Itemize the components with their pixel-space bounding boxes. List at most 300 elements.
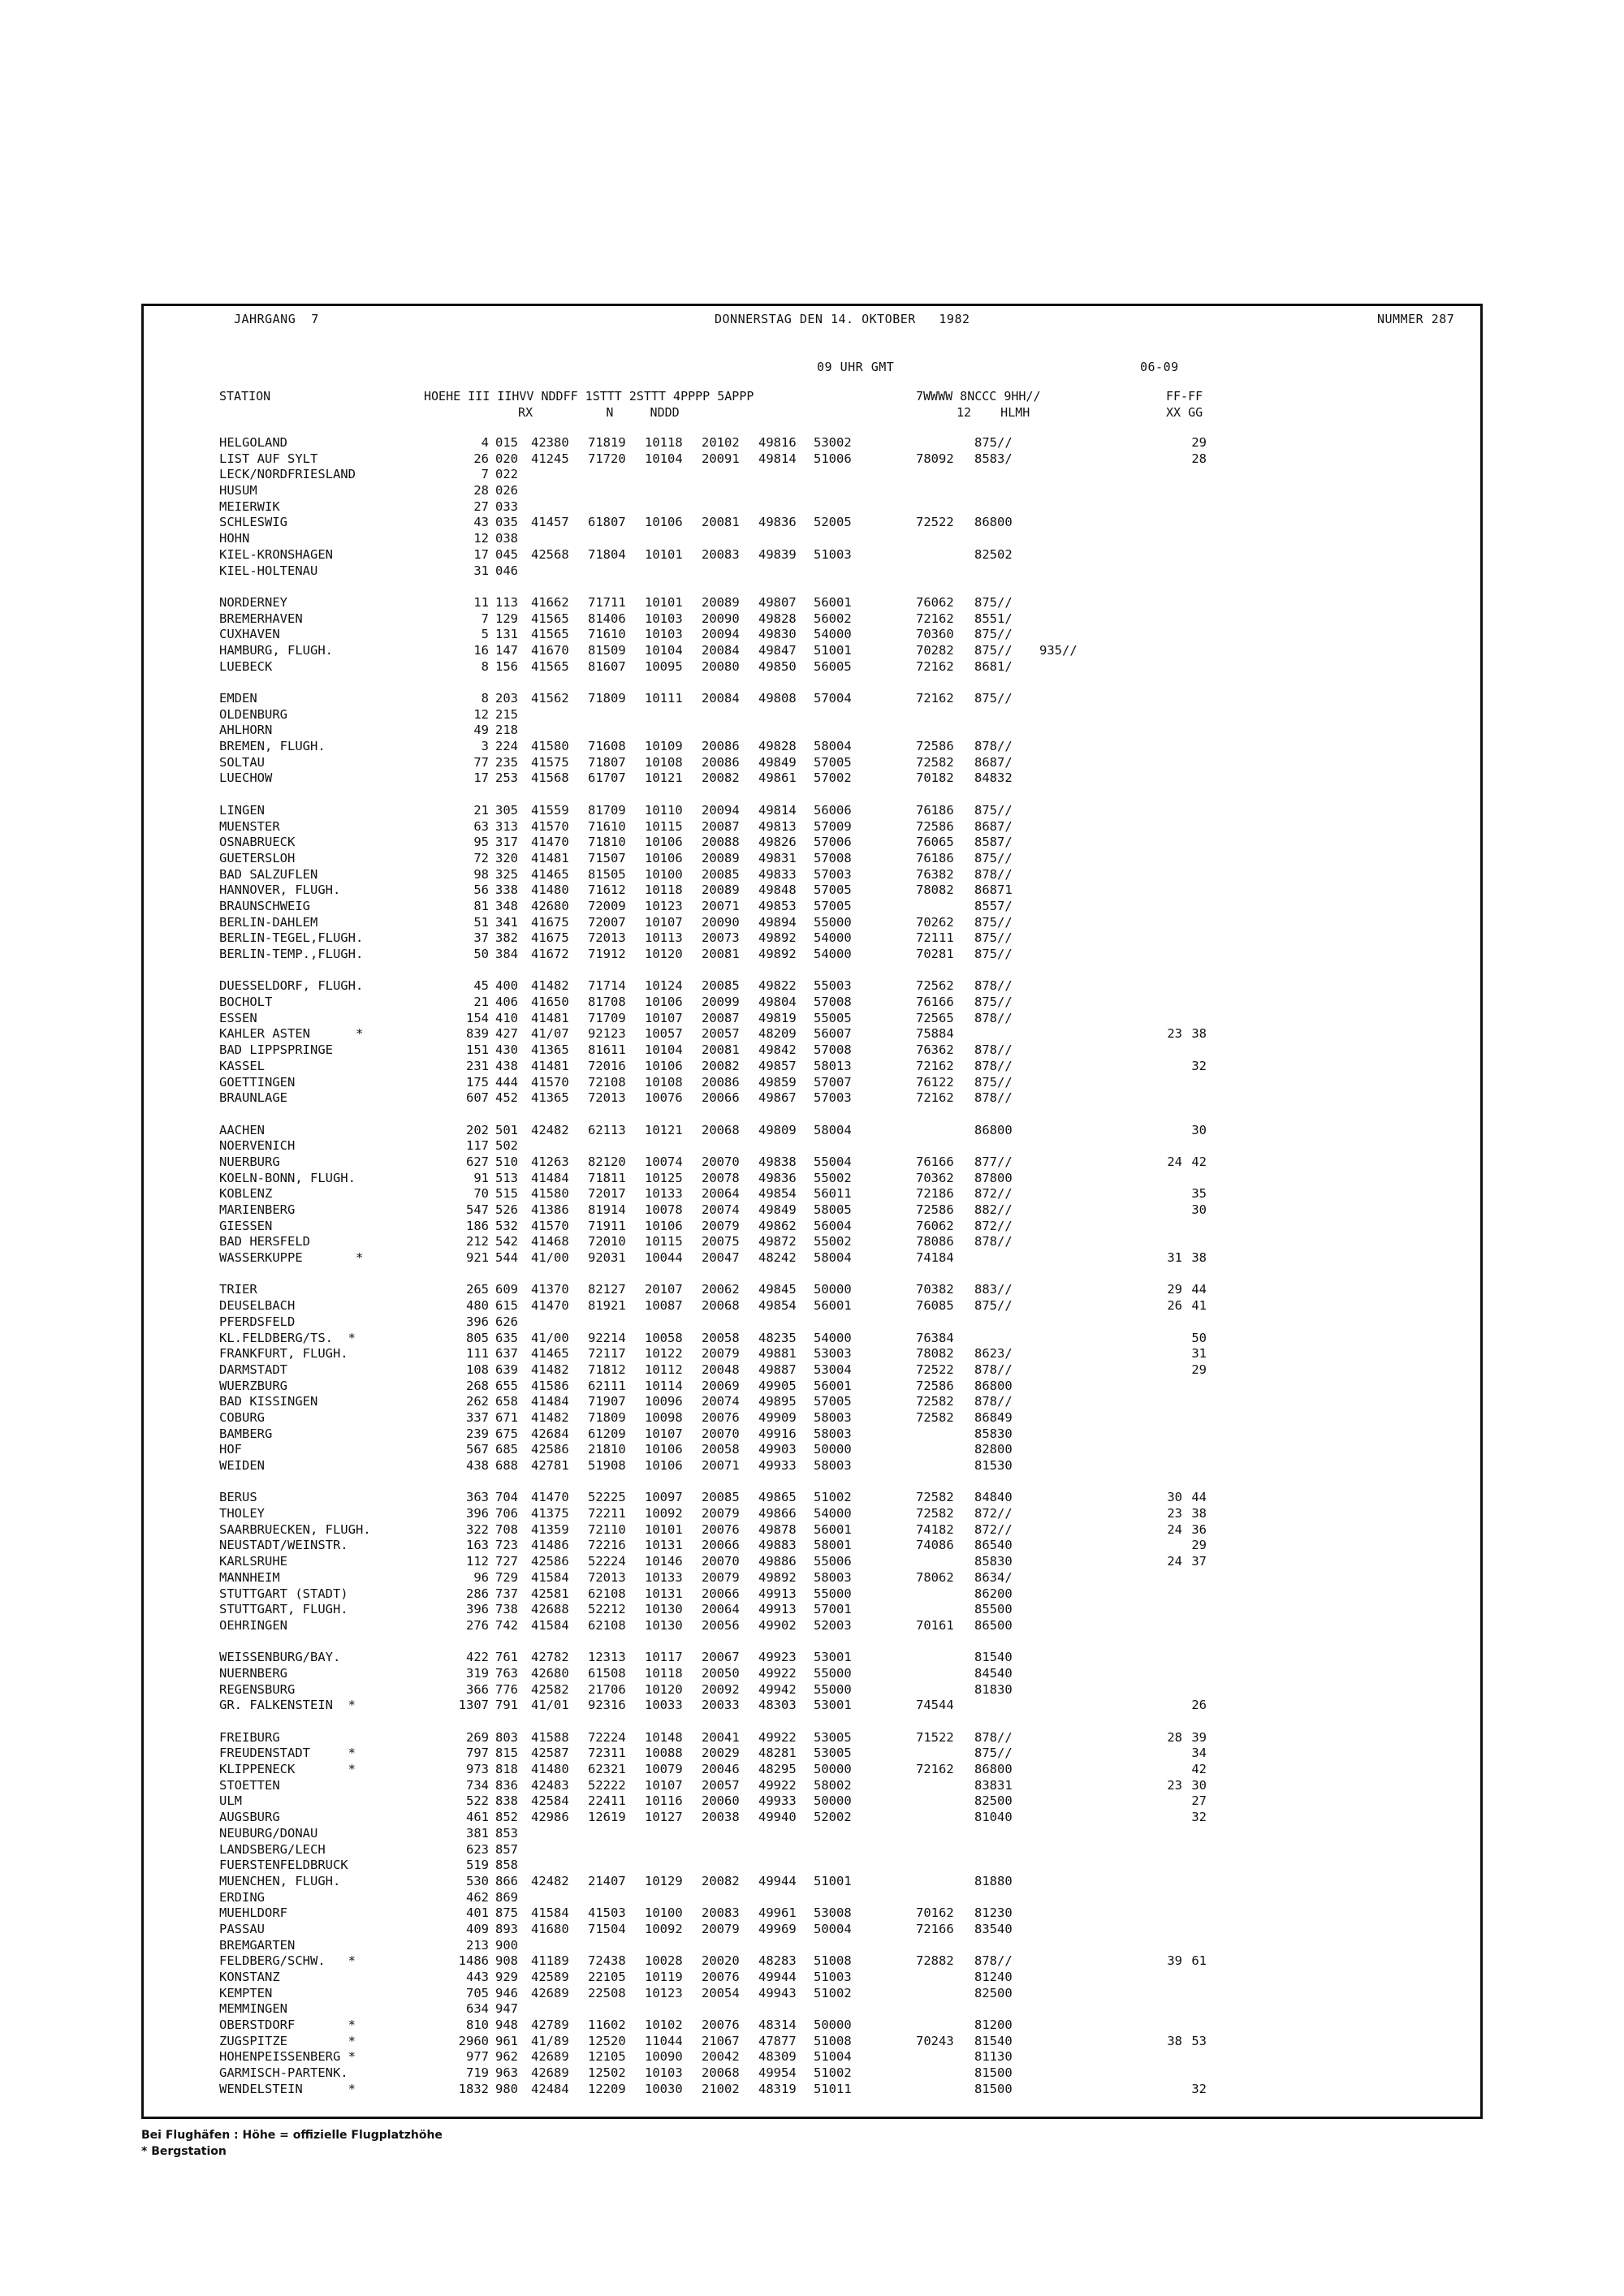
- table-row: [219, 1602, 1470, 1618]
- group-nddff: 92316: [588, 1698, 626, 1713]
- group-iihvv: 41481: [531, 1010, 569, 1025]
- group-8nccc: 83540: [974, 1921, 1013, 1936]
- table-row: [219, 1570, 1470, 1586]
- station-name: BREMERHAVEN: [219, 611, 303, 626]
- elevation: 269: [466, 1729, 489, 1745]
- elevation: 12: [473, 706, 489, 722]
- table-row: [219, 883, 1470, 899]
- group-nddff: 71610: [588, 627, 626, 642]
- group-4pppp: 49913: [758, 1586, 797, 1601]
- group-7wwww: 78082: [916, 883, 954, 898]
- group-iihvv: 41565: [531, 611, 569, 626]
- group-2sttt: 20068: [702, 1298, 740, 1314]
- group-iihvv: 41570: [531, 1074, 569, 1090]
- table-row: [219, 1842, 1470, 1858]
- station-id: 761: [495, 1650, 518, 1665]
- table-row: [219, 2001, 1470, 2018]
- group-7wwww: 76122: [916, 1074, 954, 1090]
- group-iihvv: 41675: [531, 930, 569, 946]
- group-4pppp: 49922: [758, 1777, 797, 1793]
- station-id: 513: [495, 1170, 518, 1185]
- group-1sttt: 10133: [645, 1569, 683, 1585]
- wind-gust: 35: [1191, 1186, 1207, 1202]
- group-7wwww: 72582: [916, 1506, 954, 1521]
- group-7wwww: 72162: [916, 691, 954, 706]
- group-4pppp: 49848: [758, 883, 797, 898]
- group-5appp: 57008: [814, 995, 852, 1010]
- table-row: [219, 1953, 1470, 1970]
- group-nddff: 61209: [588, 1426, 626, 1441]
- station-id: 858: [495, 1858, 518, 1873]
- group-1sttt: 10110: [645, 802, 683, 818]
- group-iihvv: 42781: [531, 1458, 569, 1473]
- group-nddff: 72117: [588, 1346, 626, 1362]
- group-2sttt: 20076: [702, 1521, 740, 1537]
- table-row: [219, 1059, 1470, 1075]
- group-nddff: 22508: [588, 1985, 626, 2000]
- group-2sttt: 20075: [702, 1234, 740, 1249]
- group-4pppp: 49892: [758, 1569, 797, 1585]
- group-5appp: 51001: [814, 1873, 852, 1888]
- elevation: 96: [473, 1569, 489, 1585]
- group-4pppp: 49916: [758, 1426, 797, 1441]
- wind-gust: 41: [1191, 1298, 1207, 1314]
- group-nddff: 72017: [588, 1186, 626, 1202]
- group-5appp: 51002: [814, 1490, 852, 1505]
- wind-gust: 38: [1191, 1250, 1207, 1266]
- block-gap: [219, 1634, 1470, 1651]
- group-4pppp: 49830: [758, 627, 797, 642]
- group-2sttt: 20086: [702, 1074, 740, 1090]
- station-id: 045: [495, 546, 518, 562]
- table-row: [219, 978, 1470, 995]
- group-5appp: 56001: [814, 594, 852, 610]
- group-1sttt: 10096: [645, 1394, 683, 1409]
- station-id: 615: [495, 1298, 518, 1314]
- elevation: 231: [466, 1058, 489, 1073]
- station-id: 430: [495, 1042, 518, 1058]
- station-name: GR. FALKENSTEIN *: [219, 1698, 356, 1713]
- group-8nccc: 878//: [974, 739, 1013, 754]
- station-id: 510: [495, 1154, 518, 1169]
- group-2sttt: 20088: [702, 835, 740, 850]
- group-8nccc: 84832: [974, 770, 1013, 786]
- elevation: 461: [466, 1810, 489, 1825]
- group-iihvv: 42483: [531, 1777, 569, 1793]
- station-name: MUEHLDORF: [219, 1905, 287, 1921]
- group-iihvv: 42688: [531, 1602, 569, 1617]
- group-1sttt: 10078: [645, 1202, 683, 1217]
- group-2sttt: 21067: [702, 2033, 740, 2048]
- station-id: 338: [495, 883, 518, 898]
- group-iihvv: 42689: [531, 1985, 569, 2000]
- group-nddff: 71810: [588, 835, 626, 850]
- group-nddff: 71804: [588, 546, 626, 562]
- table-row: [219, 1282, 1470, 1298]
- group-1sttt: 10106: [645, 1442, 683, 1457]
- station-name: STUTTGART (STADT): [219, 1586, 348, 1601]
- group-nddff: 12520: [588, 2033, 626, 2048]
- group-1sttt: 10107: [645, 1777, 683, 1793]
- table-row: [219, 1042, 1470, 1059]
- table-row: [219, 659, 1470, 675]
- group-4pppp: 49933: [758, 1458, 797, 1473]
- group-2sttt: 20020: [702, 1953, 740, 1969]
- station-id: 737: [495, 1586, 518, 1601]
- station-id: 218: [495, 723, 518, 738]
- station-name: HOHN: [219, 531, 250, 546]
- table-row: [219, 547, 1470, 563]
- group-4pppp: 49849: [758, 754, 797, 770]
- group-2sttt: 20076: [702, 1970, 740, 1984]
- group-iihvv: 42689: [531, 2049, 569, 2065]
- elevation: 11: [473, 594, 489, 610]
- elevation: 4: [481, 435, 489, 450]
- group-nddff: 62113: [588, 1122, 626, 1137]
- table-row: [219, 1698, 1470, 1714]
- group-8nccc: 878//: [974, 1090, 1013, 1106]
- group-2sttt: 20087: [702, 1010, 740, 1025]
- group-nddff: 71911: [588, 1218, 626, 1233]
- elevation: 322: [466, 1521, 489, 1537]
- group-8nccc: 81200: [974, 2018, 1013, 2033]
- group-iihvv: 41584: [531, 1569, 569, 1585]
- station-name: BAMBERG: [219, 1426, 273, 1441]
- elevation: 519: [466, 1858, 489, 1873]
- group-nddff: 71809: [588, 1409, 626, 1425]
- wind-gust: 32: [1191, 1058, 1207, 1073]
- group-2sttt: 20070: [702, 1554, 740, 1569]
- station-name: KAHLER ASTEN *: [219, 1026, 364, 1042]
- table-row: [219, 851, 1470, 867]
- station-name: ZUGSPITZE *: [219, 2033, 356, 2048]
- station-id: 908: [495, 1953, 518, 1969]
- group-nddff: 52222: [588, 1777, 626, 1793]
- group-5appp: 57002: [814, 770, 852, 786]
- group-4pppp: 49895: [758, 1394, 797, 1409]
- wind-max: 23: [1167, 1777, 1182, 1793]
- station-id: 675: [495, 1426, 518, 1441]
- station-id: 129: [495, 611, 518, 626]
- station-name: KOELN-BONN, FLUGH.: [219, 1170, 356, 1185]
- elevation: 522: [466, 1793, 489, 1809]
- station-name: BERLIN-DAHLEM: [219, 914, 318, 930]
- station-name: NEUBURG/DONAU: [219, 1825, 318, 1841]
- station-id: 836: [495, 1777, 518, 1793]
- table-row: [219, 1778, 1470, 1794]
- group-iihvv: 41662: [531, 594, 569, 610]
- station-name: KOBLENZ: [219, 1186, 273, 1202]
- station-name: SOLTAU: [219, 754, 265, 770]
- elevation: 91: [473, 1170, 489, 1185]
- group-8nccc: 86871: [974, 883, 1013, 898]
- wind-max: 39: [1167, 1953, 1182, 1969]
- group-2sttt: 20058: [702, 1442, 740, 1457]
- group-7wwww: 71522: [916, 1729, 954, 1745]
- group-1sttt: 10106: [645, 995, 683, 1010]
- group-nddff: 41503: [588, 1905, 626, 1921]
- station-id: 501: [495, 1122, 518, 1137]
- table-row: [219, 2049, 1470, 2065]
- station-name: GIESSEN: [219, 1218, 273, 1233]
- elevation: 95: [473, 835, 489, 850]
- wind-max: 31: [1167, 1250, 1182, 1266]
- group-7wwww: 74086: [916, 1538, 954, 1553]
- block-gap: [219, 579, 1470, 595]
- group-4pppp: 49922: [758, 1665, 797, 1681]
- station-name: KARLSRUHE: [219, 1554, 287, 1569]
- group-5appp: 51008: [814, 1953, 852, 1969]
- group-5appp: 56007: [814, 1026, 852, 1042]
- station-id: 022: [495, 467, 518, 482]
- group-5appp: 50000: [814, 2018, 852, 2033]
- table-row: [219, 770, 1470, 787]
- wind-gust: 29: [1191, 435, 1207, 450]
- group-nddff: 62111: [588, 1378, 626, 1393]
- group-4pppp: 49887: [758, 1362, 797, 1377]
- group-2sttt: 20079: [702, 1921, 740, 1936]
- group-4pppp: 49809: [758, 1122, 797, 1137]
- elevation: 21: [473, 995, 489, 1010]
- group-4pppp: 49894: [758, 914, 797, 930]
- group-nddff: 22105: [588, 1970, 626, 1984]
- group-1sttt: 10106: [645, 1218, 683, 1233]
- group-8nccc: 8681/: [974, 658, 1013, 674]
- block-gap: [219, 787, 1470, 803]
- group-4pppp: 49878: [758, 1521, 797, 1537]
- group-4pppp: 49807: [758, 594, 797, 610]
- elevation: 63: [473, 818, 489, 834]
- group-5appp: 52003: [814, 1617, 852, 1633]
- elevation: 17: [473, 770, 489, 786]
- group-1sttt: 10090: [645, 2049, 683, 2065]
- group-5appp: 56001: [814, 1378, 852, 1393]
- group-5appp: 51006: [814, 451, 852, 466]
- group-8nccc: 81130: [974, 2049, 1013, 2065]
- station-name: GOETTINGEN: [219, 1074, 296, 1090]
- column-header-main-sub: RX N NDDD: [518, 405, 680, 420]
- group-5appp: 57004: [814, 691, 852, 706]
- group-1sttt: 10121: [645, 770, 683, 786]
- group-4pppp: 47877: [758, 2033, 797, 2048]
- group-4pppp: 49819: [758, 1010, 797, 1025]
- group-4pppp: 49892: [758, 947, 797, 961]
- group-4pppp: 49943: [758, 1985, 797, 2000]
- group-nddff: 71711: [588, 594, 626, 610]
- group-iihvv: 41486: [531, 1538, 569, 1553]
- group-2sttt: 20058: [702, 1330, 740, 1345]
- group-1sttt: 10107: [645, 1426, 683, 1441]
- group-1sttt: 10129: [645, 1873, 683, 1888]
- station-id: 948: [495, 2018, 518, 2033]
- group-2sttt: 20029: [702, 1746, 740, 1761]
- group-5appp: 51008: [814, 2033, 852, 2048]
- group-nddff: 52212: [588, 1602, 626, 1617]
- group-1sttt: 10117: [645, 1650, 683, 1665]
- wind-gust: 38: [1191, 1506, 1207, 1521]
- elevation: 56: [473, 883, 489, 898]
- table-row: [219, 1234, 1470, 1250]
- station-id: 444: [495, 1074, 518, 1090]
- station-name: WENDELSTEIN *: [219, 2081, 356, 2096]
- group-iihvv: 41375: [531, 1506, 569, 1521]
- group-5appp: 53002: [814, 435, 852, 450]
- group-nddff: 12209: [588, 2081, 626, 2096]
- group-2sttt: 20041: [702, 1729, 740, 1745]
- group-nddff: 61508: [588, 1665, 626, 1681]
- station-name: THOLEY: [219, 1506, 265, 1521]
- station-id: 900: [495, 1937, 518, 1953]
- elevation: 202: [466, 1122, 489, 1137]
- group-5appp: 58004: [814, 1250, 852, 1266]
- table-row: [219, 915, 1470, 931]
- group-nddff: 11602: [588, 2018, 626, 2033]
- group-2sttt: 20050: [702, 1665, 740, 1681]
- elevation: 530: [466, 1873, 489, 1888]
- station-id: 215: [495, 706, 518, 722]
- group-5appp: 55002: [814, 1234, 852, 1249]
- group-8nccc: 81240: [974, 1970, 1013, 1984]
- wind-gust: 50: [1191, 1330, 1207, 1345]
- group-8nccc: 81880: [974, 1873, 1013, 1888]
- group-5appp: 57006: [814, 835, 852, 850]
- station-id: 224: [495, 739, 518, 754]
- group-8nccc: 872//: [974, 1521, 1013, 1537]
- station-id: 609: [495, 1282, 518, 1297]
- group-4pppp: 49969: [758, 1921, 797, 1936]
- station-rows: [219, 435, 1470, 2098]
- elevation: 26: [473, 451, 489, 466]
- group-1sttt: 10092: [645, 1921, 683, 1936]
- group-4pppp: 48283: [758, 1953, 797, 1969]
- group-2sttt: 20092: [702, 1681, 740, 1697]
- group-7wwww: 78062: [916, 1569, 954, 1585]
- group-2sttt: 20079: [702, 1346, 740, 1362]
- group-2sttt: 20076: [702, 2018, 740, 2033]
- elevation: 973: [466, 1762, 489, 1777]
- group-nddff: 71809: [588, 691, 626, 706]
- group-nddff: 52224: [588, 1554, 626, 1569]
- group-1sttt: 10100: [645, 1905, 683, 1921]
- group-8nccc: 86800: [974, 1378, 1013, 1393]
- station-id: 320: [495, 850, 518, 865]
- group-nddff: 12313: [588, 1650, 626, 1665]
- elevation: 810: [466, 2018, 489, 2033]
- table-row: [219, 611, 1470, 628]
- station-name: HOF: [219, 1442, 242, 1457]
- group-1sttt: 10148: [645, 1729, 683, 1745]
- group-2sttt: 20057: [702, 1777, 740, 1793]
- table-row: [219, 1970, 1470, 1986]
- elevation: 8: [481, 658, 489, 674]
- group-nddff: 71709: [588, 1010, 626, 1025]
- group-5appp: 51011: [814, 2081, 852, 2096]
- group-nddff: 81914: [588, 1202, 626, 1217]
- group-4pppp: 49839: [758, 546, 797, 562]
- group-8nccc: 875//: [974, 850, 1013, 865]
- station-id: 727: [495, 1554, 518, 1569]
- group-5appp: 53008: [814, 1905, 852, 1921]
- group-5appp: 55000: [814, 1665, 852, 1681]
- group-4pppp: 49865: [758, 1490, 797, 1505]
- elevation: 112: [466, 1554, 489, 1569]
- group-iihvv: 41/01: [531, 1698, 569, 1713]
- group-5appp: 53005: [814, 1746, 852, 1761]
- group-4pppp: 48309: [758, 2049, 797, 2065]
- group-5appp: 51003: [814, 546, 852, 562]
- elevation: 108: [466, 1362, 489, 1377]
- group-7wwww: 70161: [916, 1617, 954, 1633]
- station-id: 685: [495, 1442, 518, 1457]
- group-1sttt: 10121: [645, 1122, 683, 1137]
- station-id: 818: [495, 1762, 518, 1777]
- elevation: 337: [466, 1409, 489, 1425]
- table-row: [219, 483, 1470, 499]
- group-iihvv: 41584: [531, 1905, 569, 1921]
- table-row: [219, 1379, 1470, 1395]
- group-8nccc: 882//: [974, 1202, 1013, 1217]
- group-5appp: 55004: [814, 1154, 852, 1169]
- group-iihvv: 42789: [531, 2018, 569, 2033]
- group-nddff: 72438: [588, 1953, 626, 1969]
- group-iihvv: 42586: [531, 1554, 569, 1569]
- group-8nccc: 8551/: [974, 611, 1013, 626]
- station-id: 113: [495, 594, 518, 610]
- table-row: [219, 627, 1470, 643]
- group-1sttt: 20107: [645, 1282, 683, 1297]
- group-nddff: 71504: [588, 1921, 626, 1936]
- group-2sttt: 20079: [702, 1506, 740, 1521]
- group-iihvv: 41365: [531, 1090, 569, 1106]
- station-id: 400: [495, 978, 518, 994]
- elevation: 43: [473, 515, 489, 530]
- group-1sttt: 10030: [645, 2081, 683, 2096]
- group-nddff: 81509: [588, 642, 626, 658]
- group-5appp: 50000: [814, 1282, 852, 1297]
- group-8nccc: 875//: [974, 947, 1013, 961]
- group-5appp: 53005: [814, 1729, 852, 1745]
- station-name: MARIENBERG: [219, 1202, 296, 1217]
- group-8nccc: 86540: [974, 1538, 1013, 1553]
- group-8nccc: 86800: [974, 1762, 1013, 1777]
- group-5appp: 57009: [814, 818, 852, 834]
- station-id: 026: [495, 483, 518, 498]
- group-7wwww: 70182: [916, 770, 954, 786]
- elevation: 37: [473, 930, 489, 946]
- group-5appp: 56011: [814, 1186, 852, 1202]
- elevation: 547: [466, 1202, 489, 1217]
- block-gap: [219, 1474, 1470, 1491]
- station-name: KLIPPENECK *: [219, 1762, 356, 1777]
- column-header-main: HOEHE III IIHVV NDDFF 1STTT 2STTT 4PPPP 5APPP: [424, 389, 754, 404]
- group-8nccc: 878//: [974, 1042, 1013, 1058]
- footnote-mountain-station: * Bergstation: [141, 2145, 227, 2158]
- group-iihvv: 42482: [531, 1122, 569, 1137]
- group-2sttt: 20102: [702, 435, 740, 450]
- group-iihvv: 41680: [531, 1921, 569, 1936]
- group-nddff: 92123: [588, 1026, 626, 1042]
- elevation: 151: [466, 1042, 489, 1058]
- group-7wwww: 72522: [916, 1362, 954, 1377]
- station-name: DEUSELBACH: [219, 1298, 296, 1314]
- table-row: [219, 1331, 1470, 1347]
- table-row: [219, 803, 1470, 819]
- group-1sttt: 10118: [645, 435, 683, 450]
- station-name: BAD LIPPSPRINGE: [219, 1042, 333, 1058]
- station-name: ERDING: [219, 1889, 265, 1905]
- group-1sttt: 10130: [645, 1617, 683, 1633]
- group-iihvv: 41482: [531, 1362, 569, 1377]
